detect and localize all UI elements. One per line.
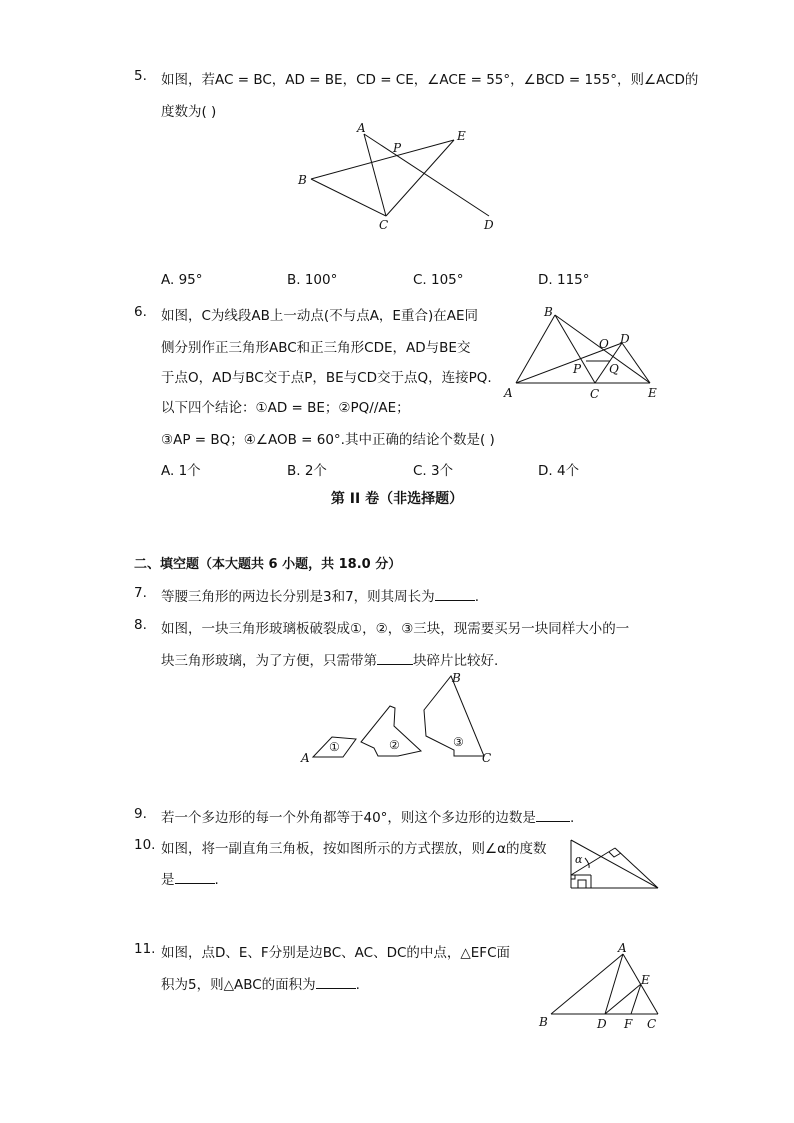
q11-label-e: E — [641, 973, 650, 987]
q6-option-b[interactable]: B. 2个 — [287, 463, 327, 479]
q10-text-after: . — [214, 872, 219, 888]
q6-option-a[interactable]: A. 1个 — [161, 463, 201, 479]
q8-label-c: C — [482, 751, 492, 765]
q5-label-b: B — [298, 173, 307, 187]
q9-text — [161, 806, 574, 826]
q8-piece2-label: ② — [389, 738, 400, 752]
q6-number: 6. — [134, 304, 147, 320]
q11-label-b: B — [539, 1015, 548, 1029]
q5-number: 5. — [134, 68, 147, 84]
q8-number: 8. — [134, 617, 147, 633]
q7-text — [161, 585, 479, 605]
q8-figure — [298, 670, 498, 770]
q8-label-b: B — [452, 671, 461, 685]
q11-text-before: 积为5，则△ABC的面积为 — [161, 977, 316, 993]
q5-option-c[interactable]: C. 105° — [413, 272, 464, 288]
q7-text-before: 等腰三角形的两边长分别是3和7，则其周长为 — [161, 589, 435, 605]
q5-label-d: D — [484, 218, 494, 232]
q6-option-c[interactable]: C. 3个 — [413, 463, 454, 479]
q6-label-p: P — [573, 362, 582, 376]
q8-text-before: 块三角形玻璃，为了方便，只需带第 — [161, 653, 377, 669]
q8-text-line1: 如图，一块三角形玻璃板破裂成①，②，③三块，现需要买另一块同样大小的一 — [161, 621, 630, 637]
q11-text-line2 — [161, 973, 360, 993]
q6-label-a: A — [504, 386, 513, 400]
q6-text-line1: 如图，C为线段AB上一动点(不与点A，E重合)在AE同 — [161, 308, 478, 324]
q7-number: 7. — [134, 585, 147, 601]
q8-text-line2 — [161, 649, 498, 669]
q5-option-b[interactable]: B. 100° — [287, 272, 338, 288]
q6-label-e: E — [648, 386, 657, 400]
section2-heading: 二、填空题（本大题共 6 小题，共 18.0 分） — [134, 557, 402, 572]
q10-figure — [565, 838, 665, 894]
q5-label-p: P — [393, 141, 402, 155]
q5-label-a: A — [357, 121, 366, 135]
q9-answer-blank[interactable] — [536, 809, 570, 822]
q10-alpha-label: α — [575, 853, 583, 866]
q5-figure — [296, 118, 506, 236]
q10-answer-blank[interactable] — [175, 871, 215, 884]
q6-label-b: B — [544, 305, 553, 319]
q11-label-d: D — [597, 1017, 607, 1031]
q9-number: 9. — [134, 806, 147, 822]
q11-number: 11. — [134, 941, 156, 957]
q11-label-a: A — [618, 941, 627, 955]
q6-label-c: C — [590, 387, 600, 401]
q5-label-e: E — [457, 129, 466, 143]
q8-label-a: A — [301, 751, 310, 765]
q10-text-before: 是 — [161, 872, 175, 888]
q7-text-after: . — [474, 589, 479, 605]
q11-text-line1: 如图，点D、E、F分别是边BC、AC、DC的中点，△EFC面 — [161, 945, 510, 961]
q6-text-line4: 以下四个结论：①AD = BE；②PQ//AE； — [161, 400, 410, 416]
q11-label-c: C — [647, 1017, 657, 1031]
q5-text-line1: 如图，若AC = BC，AD = BE，CD = CE，∠ACE = 55°，∠BCD = 155°，则∠ACD的 — [161, 72, 699, 88]
part2-title: 第 II 卷（非选择题） — [330, 491, 464, 507]
q9-text-after: . — [569, 810, 575, 826]
q10-number: 10. — [134, 837, 156, 853]
q5-label-c: C — [379, 218, 389, 232]
q6-figure — [500, 300, 670, 405]
q6-label-q: Q — [609, 362, 619, 376]
q6-label-d: D — [620, 332, 630, 346]
q8-answer-blank[interactable] — [377, 652, 413, 665]
q11-label-f: F — [624, 1017, 633, 1031]
q8-text-after: 块碎片比较好. — [413, 653, 499, 669]
q8-piece3-label: ③ — [453, 735, 464, 749]
q10-text-line2 — [161, 868, 219, 888]
q5-option-d[interactable]: D. 115° — [538, 272, 590, 288]
q6-text-line3: 于点O，AD与BC交于点P，BE与CD交于点Q，连接PQ. — [161, 370, 492, 386]
q10-text-line1: 如图，将一副直角三角板，按如图所示的方式摆放，则∠α的度数 — [161, 841, 547, 857]
q6-text-line5: ③AP = BQ；④∠AOB = 60°.其中正确的结论个数是( ) — [161, 432, 495, 448]
q9-text-before: 若一个多边形的每一个外角都等于40°，则这个多边形的边数是 — [161, 810, 536, 826]
q6-label-o: O — [599, 337, 609, 351]
q6-text-line2: 侧分别作正三角形ABC和正三角形CDE，AD与BE交 — [161, 340, 471, 356]
q11-text-after: . — [355, 977, 360, 993]
q7-answer-blank[interactable] — [435, 588, 475, 601]
q8-piece1-label: ① — [329, 740, 340, 754]
q6-option-d[interactable]: D. 4个 — [538, 463, 580, 479]
q5-option-a[interactable]: A. 95° — [161, 272, 203, 288]
q11-answer-blank[interactable] — [316, 976, 356, 989]
q11-figure — [535, 940, 665, 1035]
q5-text-line2: 度数为( ) — [161, 104, 217, 120]
